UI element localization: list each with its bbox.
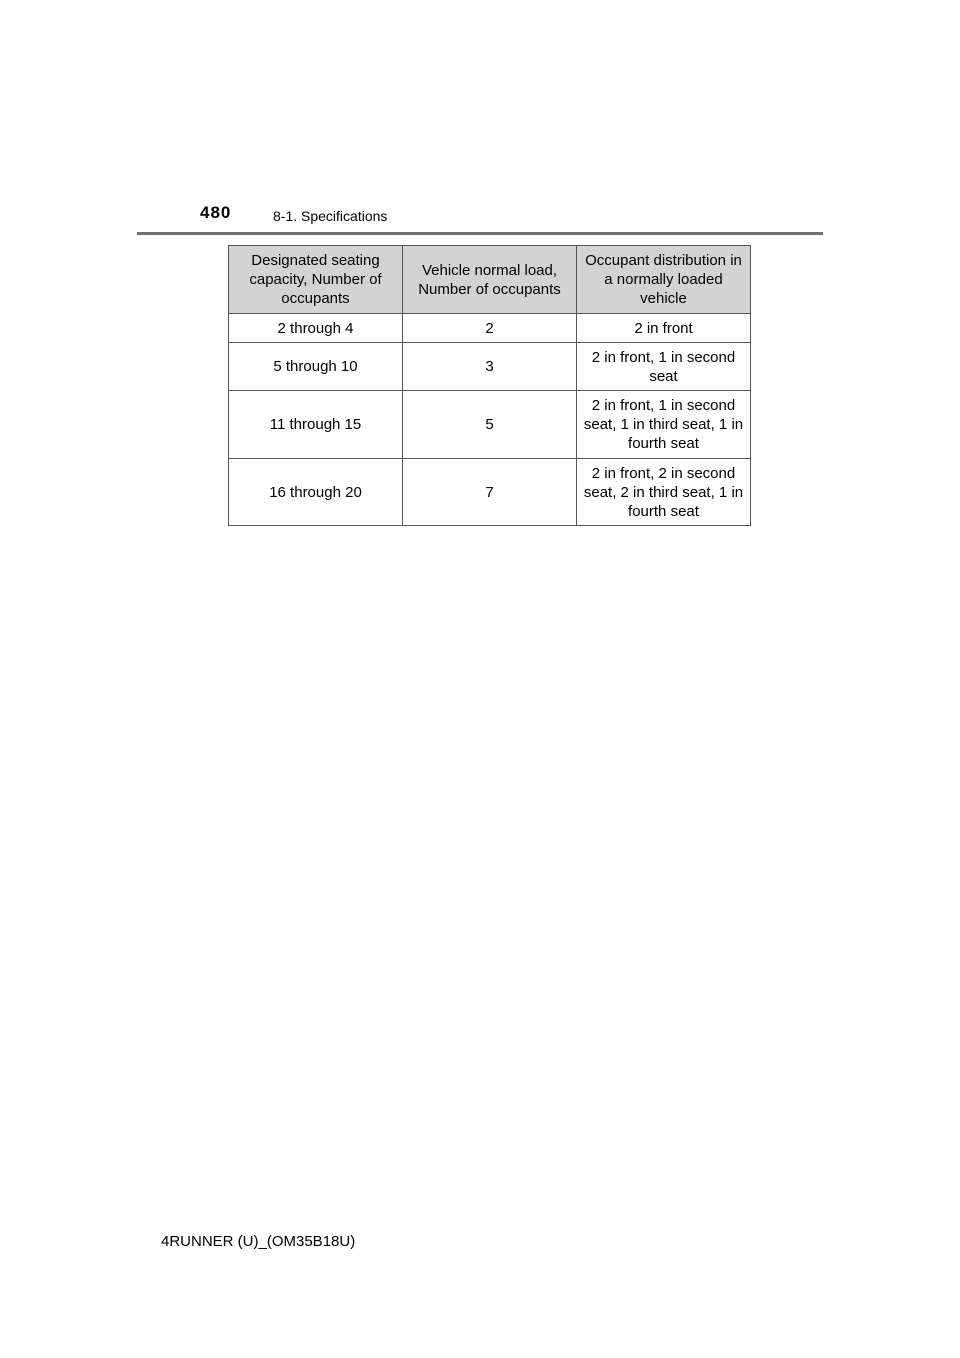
- footer-model-code: 4RUNNER (U)_(OM35B18U): [161, 1233, 356, 1250]
- table-cell: 7: [403, 459, 577, 526]
- page-number: 480: [200, 203, 232, 222]
- table-cell: 2 in front: [577, 314, 751, 343]
- column-header-normal-load: Vehicle normal load, Number of occupants: [403, 246, 577, 314]
- section-title: 8-1. Specifications: [273, 208, 388, 224]
- table-row: [229, 314, 751, 343]
- table-cell: 16 through 20: [229, 459, 403, 526]
- table-cell: 3: [403, 343, 577, 391]
- table-cell: 5 through 10: [229, 343, 403, 391]
- table-cell: 2 in front, 2 in second seat, 2 in third seat, 1 in fourth seat: [577, 459, 751, 526]
- table-row: [229, 459, 751, 526]
- table-cell: 2 in front, 1 in second seat: [577, 343, 751, 391]
- table-cell: 2 in front, 1 in second seat, 1 in third seat, 1 in fourth seat: [577, 391, 751, 459]
- table-cell: 11 through 15: [229, 391, 403, 459]
- seating-capacity-table: [228, 245, 751, 526]
- column-header-seating-capacity: Designated seating capacity, Number of occupants: [229, 246, 403, 314]
- table-header-row: [229, 246, 751, 314]
- table-cell: 2 through 4: [229, 314, 403, 343]
- table-cell: 2: [403, 314, 577, 343]
- table-row: [229, 343, 751, 391]
- table-cell: 5: [403, 391, 577, 459]
- table-row: [229, 391, 751, 459]
- column-header-occupant-distribution: Occupant distribution in a normally loaded vehicle: [577, 246, 751, 314]
- header-rule: [137, 232, 823, 235]
